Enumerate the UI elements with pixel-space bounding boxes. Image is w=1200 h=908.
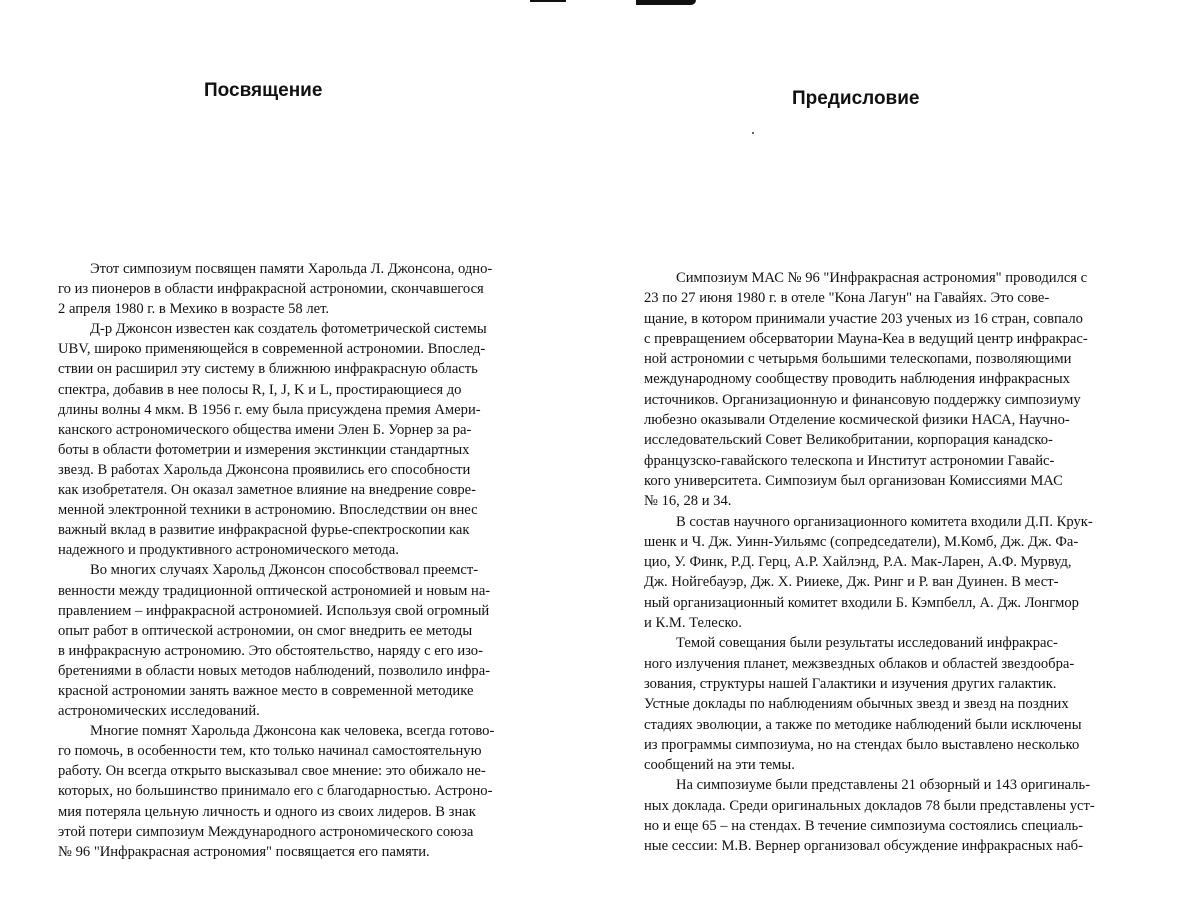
text-line: 23 по 27 июня 1980 г. в отеле "Кона Лагун" на Гавайях. Это сове-	[644, 290, 1050, 307]
text-line: источников. Организационную и финансовую поддержку симпозиуму	[644, 391, 1081, 408]
text-line: На симпозиуме были представлены 21 обзорный и 143 оригиналь-	[676, 777, 1091, 794]
text-line: В состав научного организационного комитета входили Д.П. Крук-	[676, 513, 1093, 530]
text-line: важный вклад в развитие инфракрасной фурье-спектроскопии как	[58, 522, 470, 539]
text-line: бретениями в области новых методов наблюдений, позволило инфра-	[58, 662, 491, 679]
preface-paragraph	[644, 512, 1156, 634]
scan-speck	[752, 132, 754, 134]
text-line: звезд. В работах Харольда Джонсона проявились его способности	[58, 461, 471, 478]
text-line: надежного и продуктивного астрономического метода.	[58, 542, 399, 559]
text-line: которых, но большинство принимало его с благодарностью. Астроно-	[58, 783, 493, 800]
text-line: с превращением обсерватории Мауна-Кеа в ведущий центр инфракрас-	[644, 330, 1088, 347]
text-line: этой потери симпозиум Международного астрономического союза	[58, 823, 474, 840]
text-line: правлением – инфракрасной астрономией. Используя свой огромный	[58, 602, 490, 619]
dedication-paragraph	[58, 721, 550, 862]
text-line: Симпозиум МАС № 96 "Инфракрасная астрономия" проводился с	[676, 270, 1088, 286]
text-line: го из пионеров в области инфракрасной астрономии, скончавшегося	[58, 281, 484, 298]
text-line: спектра, добавив в нее полосы R, I, J, K и L, простирающиеся до	[58, 381, 462, 398]
text-line: кого университета. Симпозиум был организован Комиссиями МАС	[644, 472, 1063, 489]
dedication-text	[58, 259, 550, 862]
text-line: № 16, 28 и 34.	[644, 493, 732, 510]
text-line: боты в области фотометрии и измерения экстинкции стандартных	[58, 441, 470, 458]
text-line: красной астрономии занять важное место в современной методике	[58, 682, 474, 699]
text-line: ной астрономии с четырьмя большими телескопами, позволяющими	[644, 351, 1072, 368]
text-line: сообщений на эти темы.	[644, 757, 795, 774]
text-line: Дж. Нойгебауэр, Дж. Х. Рииеке, Дж. Ринг и Р. ван Дуинен. В мест-	[644, 574, 1059, 591]
text-line: менной электронной техники в астрономию. Впоследствии он внес	[58, 502, 478, 519]
preface-paragraph	[644, 775, 1156, 856]
text-line: исследовательский Совет Великобритании, корпорация канадско-	[644, 432, 1053, 449]
text-line: венности между традиционной оптической астрономией и новым на-	[58, 582, 491, 599]
text-line: ного излучения планет, межзвездных облаков и областей звездообра-	[644, 655, 1075, 672]
text-line: ный организационный комитет входили Б. Кэмпбелл, А. Дж. Лонгмор	[644, 594, 1079, 611]
preface-text	[644, 268, 1156, 857]
text-line: Устные доклады по наблюдениям обычных звезд и звезд на поздних	[644, 696, 1069, 713]
text-line: Этот симпозиум посвящен памяти Харольда Л. Джонсона, одно-	[90, 261, 493, 277]
text-line: стадиях эволюции, а также по методике наблюдений были исключены	[644, 716, 1082, 733]
right-page	[600, 0, 1200, 908]
text-line: в инфракрасную астрономию. Это обстоятельство, наряду с его изо-	[58, 642, 483, 659]
text-line: щание, в котором принимали участие 203 ученых из 16 стран, совпало	[644, 310, 1083, 327]
dedication-paragraph	[58, 560, 550, 721]
preface-paragraph	[644, 268, 1156, 512]
text-line: Во многих случаях Харольд Джонсон способствовал преемст-	[90, 562, 479, 579]
text-line: Темой совещания были результаты исследований инфракрас-	[676, 635, 1058, 652]
scan-artifact	[636, 0, 696, 5]
text-line: ные сессии: М.В. Вернер организовал обсуждение инфракрасных наб-	[644, 838, 1083, 855]
text-line: любезно оказывали Отделение космической физики НАСА, Научно-	[644, 412, 1070, 429]
preface-paragraph	[644, 633, 1156, 775]
text-line: работу. Он всегда открыто высказывал свое мнение: это обижало не-	[58, 763, 486, 780]
text-line: 2 апреля 1980 г. в Мехико в возрасте 58 лет.	[58, 301, 330, 318]
text-line: и К.М. Телеско.	[644, 615, 742, 632]
text-line: но и еще 65 – на стендах. В течение симпозиума состоялись специаль-	[644, 818, 1084, 835]
dedication-title: Посвящение	[204, 80, 323, 101]
text-line: из программы симпозиума, но на стендах было выставлено несколько	[644, 736, 1080, 753]
scan-artifact	[530, 0, 566, 2]
text-line: астрономических исследований.	[58, 703, 260, 720]
text-line: № 96 "Инфракрасная астрономия" посвящается его памяти.	[58, 843, 430, 860]
text-line: UBV, широко применяющейся в современной астрономии. Впослед-	[58, 341, 486, 358]
preface-title: Предисловие	[792, 88, 920, 109]
dedication-paragraph	[58, 259, 550, 319]
text-line: французско-гавайского телескопа и Институт астрономии Гавайс-	[644, 452, 1055, 469]
text-line: цио, У. Финк, Р.Д. Герц, А.Р. Хайлэнд, Р.А. Мак-Ларен, А.Ф. Мурвуд,	[644, 554, 1072, 571]
text-line: зования, структуры нашей Галактики и изучения других галактик.	[644, 675, 1057, 692]
text-line: международному сообществу проводить наблюдения инфракрасных	[644, 371, 1070, 388]
text-line: ных доклада. Среди оригинальных докладов 78 были представлены уст-	[644, 797, 1095, 814]
text-line: го помочь, в особенности тем, кто только начинал самостоятельную	[58, 743, 482, 760]
text-line: Д-р Джонсон известен как создатель фотометрической системы	[90, 321, 487, 338]
text-line: опыт работ в оптической астрономии, он смог внедрить ее методы	[58, 622, 473, 639]
text-line: шенк и Ч. Дж. Уинн-Уильямс (сопредседатели), М.Комб, Дж. Дж. Фа-	[644, 533, 1079, 550]
text-line: ствии он расширил эту систему в ближнюю инфракрасную область	[58, 361, 478, 378]
text-line: мия потеряла цельную личность и одного из своих лидеров. В знак	[58, 803, 476, 820]
text-line: длины волны 4 мкм. В 1956 г. ему была присуждена премия Амери-	[58, 401, 481, 418]
text-line: Многие помнят Харольда Джонсона как человека, всегда готово-	[90, 723, 495, 740]
text-line: как изобретателя. Он оказал заметное влияние на внедрение совре-	[58, 482, 476, 499]
dedication-paragraph	[58, 319, 550, 560]
text-line: канского астрономического общества имени Элен Б. Уорнер за ра-	[58, 421, 472, 438]
